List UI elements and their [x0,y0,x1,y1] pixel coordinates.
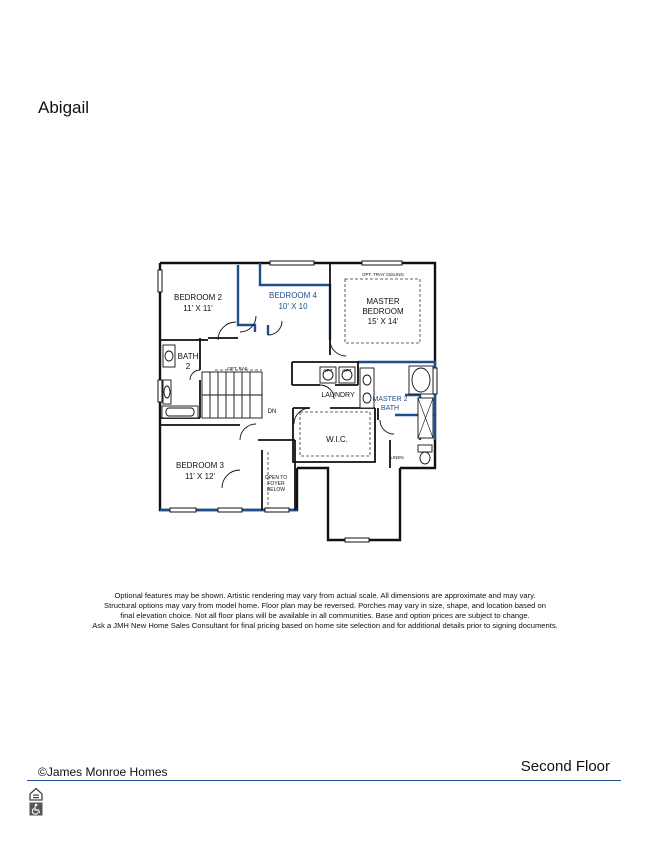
opt-tray-ceiling-label: OPT. TRAY CEILING [361,272,405,277]
disclaimer-line: Structural options may vary from model home. Floor plan may be reversed. Porches may vary in size, shape, and location based on [104,601,546,610]
down-label: DN [267,409,277,415]
accessibility-icon [29,802,43,816]
bedroom4-size: 10' X 10 [278,302,308,311]
disclaimer-line: Optional features may be shown. Artistic rendering may vary from actual scale. All dimensions are approximate and may vary. [114,591,536,600]
laundry-name: LAUNDRY [321,392,355,399]
disclaimer-line: final elevation choice. Not all floor plans will be available in all communities. Base and option prices are subject to change. [120,611,530,620]
staircase [202,372,262,418]
open-to-foyer-1: OPEN TO [264,475,288,481]
bedroom3-size: 11' X 12' [184,472,216,481]
bedroom2-size: 11' X 11' [183,304,213,313]
opt-dryer-label: OPT [342,368,352,373]
opt-washer-label: OPT [323,368,333,373]
plan-title: Abigail [38,98,90,117]
master-bath-name-2: BATH [380,405,400,412]
master-bedroom-name-2: BEDROOM [362,307,404,316]
copyright: ©James Monroe Homes [38,765,168,779]
master-bedroom-name-1: MASTER [366,297,400,306]
bath2-name-1: BATH [177,352,199,361]
bedroom3-name: BEDROOM 3 [175,461,225,470]
open-to-foyer-2: FOYER [267,481,285,487]
disclaimer-line: Ask a JMH New Home Sales Consultant for final pricing based on home site selection and for additional details prior to signing documents. [92,621,558,630]
bath2-name-2: 2 [185,362,191,371]
footer-divider [27,780,621,781]
linen-label: LINEN [390,455,404,460]
floor-label: Second Floor [520,758,610,775]
bedroom4-name: BEDROOM 4 [268,291,318,300]
open-to-foyer-3: BELOW [266,487,286,493]
master-bedroom-size: 15' X 14' [367,317,399,326]
opt-rail-label: OPT. RAIL [227,366,249,371]
master-bath-name-1: MASTER 2 [372,396,408,403]
bedroom2-name: BEDROOM 2 [173,293,223,302]
disclaimer [40,591,610,631]
equal-housing-icon [29,787,43,801]
wic-name: W.I.C. [326,435,348,444]
